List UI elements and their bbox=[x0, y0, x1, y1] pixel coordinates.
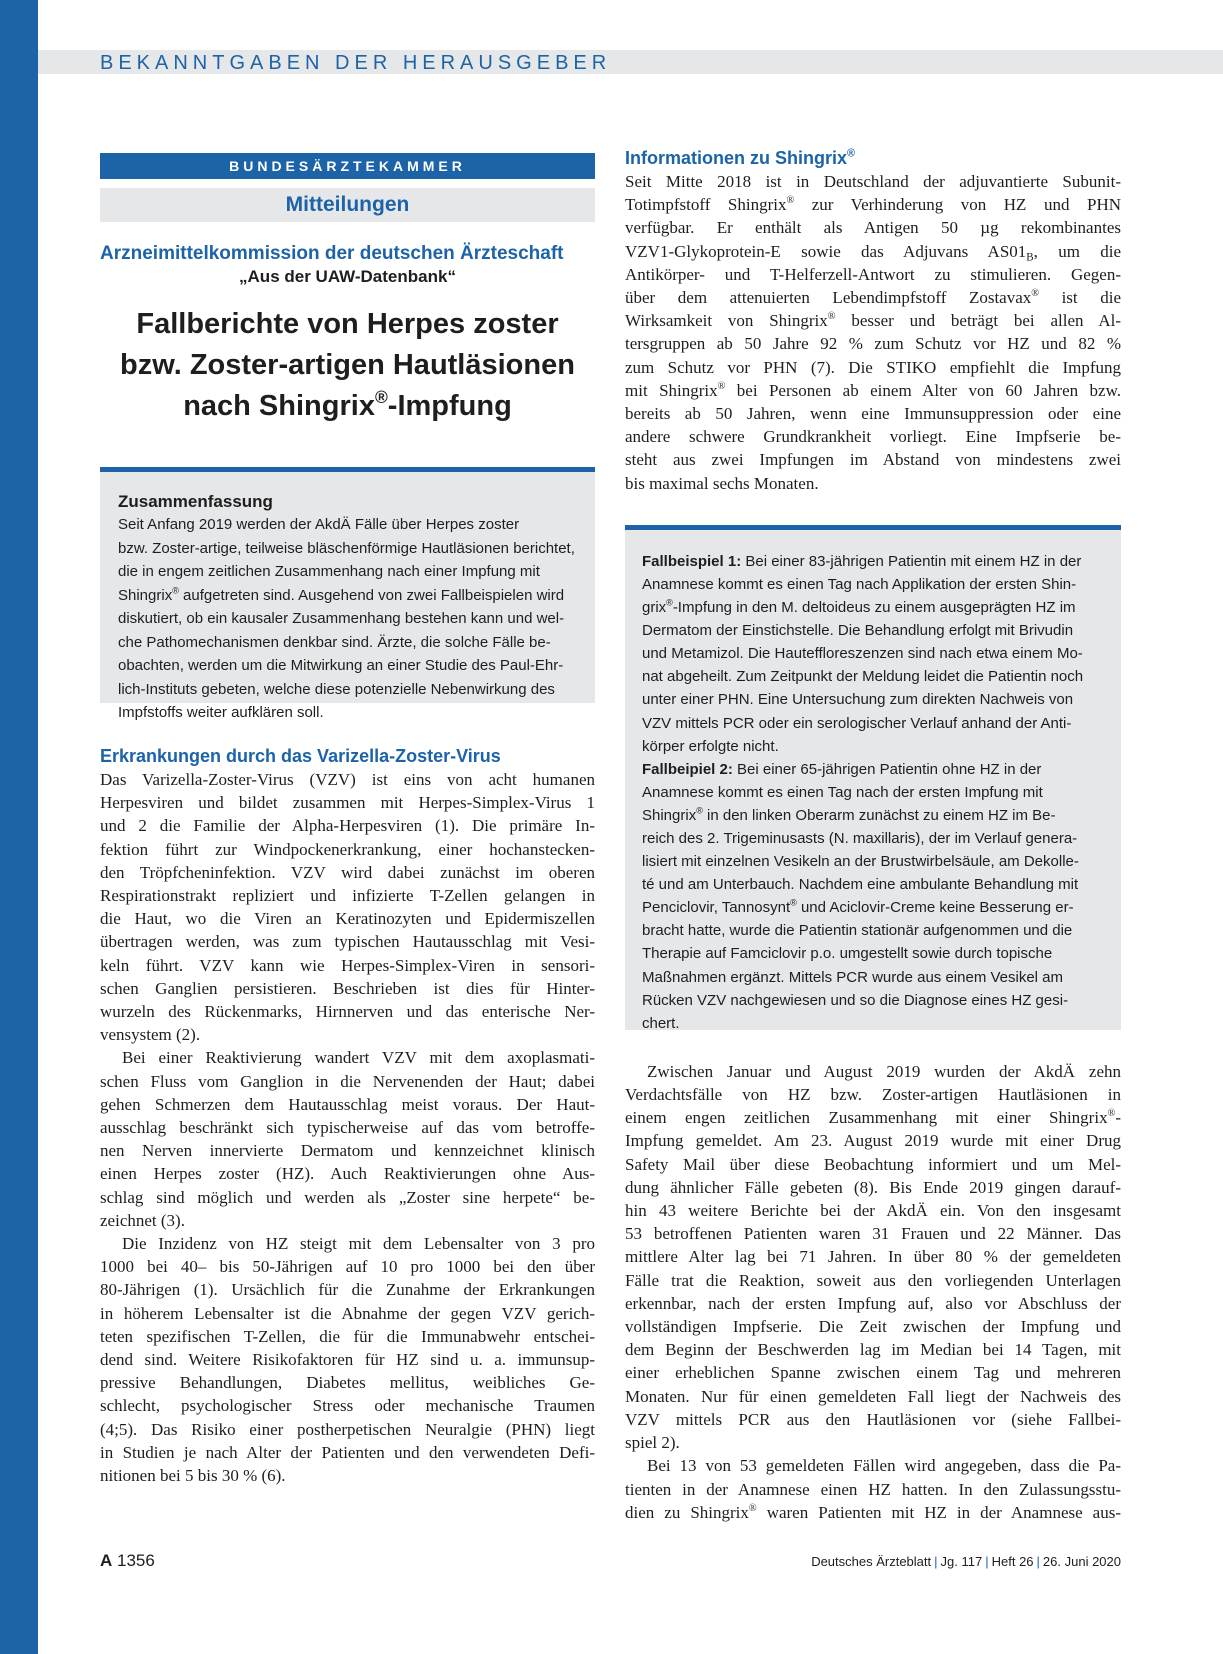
text-line: Das Varizella-Zoster-Virus (VZV) ist eins von acht humanen bbox=[100, 770, 595, 789]
title-line-1: Fallberichte von Herpes zoster bbox=[136, 308, 559, 340]
case-box bbox=[625, 525, 1121, 1030]
case-line: Therapie auf Famciclovir p.o. umgestellt sowie durch topische bbox=[642, 945, 1053, 963]
text-line: pressive Behandlungen, Diabetes mellitus, weibliches Ge- bbox=[100, 1373, 595, 1393]
text-line: in höherem Lebensalter ist die Abnahme der gegen VZV gerich- bbox=[100, 1303, 595, 1323]
text-line: dien zu Shingrix® waren Patienten mit HZ in der Anamnese aus- bbox=[625, 1502, 1121, 1522]
right-column bbox=[625, 146, 1121, 1524]
summary-line: che Pathomechanismen denkbar sind. Ärzte, die solche Fälle be- bbox=[118, 633, 551, 651]
case-line: lisiert mit einzelnen Vesikeln an der Brustwirbelsäule, am Dekolle- bbox=[642, 853, 1079, 871]
text-line: Fälle trat die Reaktion, soweit aus den vorliegenden Unterlagen bbox=[625, 1270, 1121, 1290]
page-number: A 1356 bbox=[100, 1551, 155, 1570]
journal-citation: Deutsches Ärzteblatt | Jg. 117 | Heft 26 | 26. Juni 2020 bbox=[811, 1554, 1121, 1569]
text-line: einen Herpes zoster (HZ). Auch Reaktivierungen ohne Aus- bbox=[100, 1164, 595, 1184]
case-line: und Metamizol. Die Hauteffloreszenzen sind nach etwa einem Mo- bbox=[642, 645, 1083, 663]
case-line: grix®-Impfung in den M. deltoideus zu einem ausgeprägten HZ im bbox=[642, 597, 1076, 617]
section-banner: BUNDESÄRZTEKAMMER bbox=[100, 153, 595, 179]
summary-line: Shingrix® aufgetreten sind. Ausgehend von zwei Fallbeispielen wird bbox=[118, 585, 565, 604]
paragraph-vzv-1 bbox=[100, 768, 595, 1046]
text-line: wurzeln des Rückenmarks, Hirnnerven und das enterische Ner- bbox=[100, 1002, 595, 1022]
summary-line: bzw. Zoster-artige, teilweise bläschenförmige Hautläsionen berichtet, bbox=[118, 539, 575, 557]
text-line: vensystem (2). bbox=[100, 1025, 201, 1045]
article-kicker: „Aus der UAW-Datenbank“ bbox=[239, 267, 456, 286]
text-line: schen Fluss vom Ganglion in die Nervenenden der Haut; dabei bbox=[100, 1071, 595, 1091]
section-header: BEKANNTGABEN DER HERAUSGEBER bbox=[100, 52, 612, 74]
section-heading-shingrix: Informationen zu Shingrix® bbox=[625, 147, 855, 168]
text-line: tienten in der Anamnese einen HZ hatten. In den Zulassungsstu- bbox=[625, 1479, 1121, 1499]
summary-line: Impfstoffs weiter aufklären soll. bbox=[118, 704, 324, 721]
case-line: Fallbeipiel 2: Bei einer 65-jährigen Patientin ohne HZ in der bbox=[642, 760, 1042, 778]
text-line: gehen Schmerzen dem Hautausschlag meist voraus. Der Haut- bbox=[100, 1094, 595, 1114]
text-line: mit Shingrix® bei Personen ab einem Alter von 60 Jahren bzw. bbox=[625, 380, 1121, 400]
text-line: Impfung gemeldet. Am 23. August 2019 wurde mit einer Drug bbox=[625, 1131, 1121, 1151]
text-line: Verdachtsfälle von HZ bzw. Zoster-artigen Hautläsionen in bbox=[625, 1085, 1121, 1105]
text-line: Die Inzidenz von HZ steigt mit dem Lebensalter von 3 pro bbox=[122, 1234, 595, 1254]
case-line: Shingrix® in den linken Oberarm zunächst zu einem HZ im Be- bbox=[642, 805, 1056, 824]
text-line: erkennbar, nach der ersten Impfung auf, also vor Abschluss der bbox=[625, 1293, 1121, 1313]
paragraph-reports-2 bbox=[625, 1454, 1121, 1524]
text-line: schlag sind möglich und werden als „Zoster sine herpete“ be- bbox=[100, 1187, 595, 1207]
text-line: keln führt. VZV kann wie Herpes-Simplex-Viren in sensori- bbox=[100, 955, 595, 975]
text-line: zum Schutz vor PHN (7). Die STIKO empfiehlt die Impfung bbox=[625, 357, 1121, 377]
left-color-bar bbox=[0, 0, 38, 1654]
sub-banner: Mitteilungen bbox=[100, 188, 595, 222]
text-line: vollständigen Impfserie. Die Zeit zwischen der Impfung und bbox=[625, 1317, 1121, 1337]
summary-line: Seit Anfang 2019 werden der AkdÄ Fälle über Herpes zoster bbox=[118, 516, 520, 533]
text-line: VZV mittels PCR aus den Hautläsionen vor (siehe Fallbei- bbox=[625, 1409, 1121, 1429]
text-line: nen Nerven innervierte Dermatom und kennzeichnet klinisch bbox=[100, 1141, 595, 1161]
text-line: Zwischen Januar und August 2019 wurden der AkdÄ zehn bbox=[647, 1061, 1121, 1081]
article-title bbox=[100, 304, 595, 427]
paragraph-reports-1 bbox=[625, 1060, 1121, 1454]
text-line: über dem attenuierten Lebendimpfstoff Zostavax® ist die bbox=[625, 287, 1121, 308]
case-line: Fallbeispiel 1: Bei einer 83-jährigen Patientin mit einem HZ in der bbox=[642, 552, 1082, 570]
text-line: VZV1-Glykoprotein-E sowie das Adjuvans $AS01_B$, um die bbox=[625, 241, 1121, 263]
text-line: (4;5). Das Risiko einer postherpetischen Neuralgie (PHN) liegt bbox=[100, 1419, 595, 1439]
journal-issue: Heft 26 bbox=[991, 1554, 1034, 1569]
text-line: 53 betroffenen Patienten waren 31 Frauen und 22 Männer. Das bbox=[625, 1224, 1121, 1244]
case-line: Rücken VZV nachgewiesen und so die Diagnose eines HZ gesi- bbox=[642, 991, 1069, 1009]
case-line: Anamnese kommt es einen Tag nach Applikation der ersten Shin- bbox=[642, 575, 1077, 593]
section-heading-vzv: Erkrankungen durch das Varizella-Zoster-Virus bbox=[100, 746, 501, 766]
text-line: andere schwere Grundkrankheit vorliegt. Eine Impfserie be- bbox=[625, 427, 1121, 447]
text-line: ausschlag beschränkt sich typischerweise auf das vom betroffe- bbox=[100, 1118, 595, 1138]
case-line: nat abgeheilt. Zum Zeitpunkt der Meldung leidet die Patientin noch bbox=[642, 668, 1084, 686]
text-line: übertragen werden, was zum typischen Hautausschlag mit Vesi- bbox=[100, 932, 595, 952]
case-line: té und am Unterbauch. Nachdem eine ambulante Behandlung mit bbox=[642, 876, 1079, 894]
text-line: tersgruppen ab 50 Jahre 92 % zum Schutz vor HZ und 82 % bbox=[625, 334, 1121, 354]
case-line: bracht hatte, wurde die Patientin stationär aufgenommen und die bbox=[642, 922, 1073, 940]
text-line: dend sind. Weitere Risikofaktoren für HZ sind u. a. immunsup- bbox=[100, 1350, 595, 1370]
summary-heading: Zusammenfassung bbox=[118, 492, 273, 511]
journal-name: Deutsches Ärzteblatt bbox=[811, 1554, 932, 1569]
journal-volume: Jg. 117 bbox=[940, 1554, 983, 1569]
case-line: unter einer PHN. Eine Untersuchung zum direkten Nachweis von bbox=[642, 691, 1074, 709]
case-line: Penciclovir, Tannosynt® und Aciclovir-Creme keine Besserung er- bbox=[642, 897, 1074, 917]
text-line: bereits ab 50 Jahren, wenn eine Immunsuppression oder eine bbox=[625, 404, 1121, 424]
text-line: den Tröpfcheninfektion. VZV wird dabei zunächst im oberen bbox=[100, 862, 595, 882]
title-line-3: nach Shingrix®-Impfung bbox=[183, 386, 512, 422]
text-line: und 2 die Familie der Alpha-Herpesviren (1). Die primäre In- bbox=[100, 816, 595, 836]
case-line: körper erfolgte nicht. bbox=[642, 737, 779, 755]
text-line: zeichnet (3). bbox=[100, 1210, 185, 1230]
text-line: spiel 2). bbox=[625, 1433, 680, 1453]
summary-line: obachten, werden um die Mitwirkung an einer Studie des Paul-Ehr- bbox=[118, 657, 564, 674]
text-line: Totimpfstoff Shingrix® zur Verhinderung von HZ und PHN bbox=[625, 195, 1121, 215]
case-line: chert. bbox=[642, 1014, 680, 1032]
text-line: Wirksamkeit von Shingrix® besser und beträgt bei allen Al- bbox=[625, 311, 1121, 331]
text-line: einer erheblichen Spanne zwischen einem Tag und mehreren bbox=[625, 1363, 1121, 1383]
text-line: Antikörper- und T-Helferzell-Antwort zu stimulieren. Gegen- bbox=[625, 264, 1121, 284]
text-line: teten spezifischen T-Zellen, die für die Immunabwehr entschei- bbox=[100, 1326, 595, 1346]
text-line: 1000 bei 40– bis 50-Jährigen auf 10 pro 1000 bei den über bbox=[100, 1257, 595, 1277]
title-line-2: bzw. Zoster-artigen Hautläsionen bbox=[120, 349, 575, 381]
paragraph-vzv-3 bbox=[100, 1232, 595, 1487]
case-line: Dermatom der Einstichstelle. Die Behandlung erfolgt mit Brivudin bbox=[642, 622, 1074, 640]
text-line: Safety Mail über diese Beobachtung informiert und um Mel- bbox=[625, 1154, 1121, 1174]
case-2-label: Fallbeipiel 2: bbox=[642, 760, 733, 778]
summary-line: lich-Instituts gebeten, welche diese potenzielle Nebenwirkung des bbox=[118, 680, 555, 698]
summary-line: diskutiert, ob ein kausaler Zusammenhang bestehen kann und wel- bbox=[118, 610, 565, 627]
text-line: steht aus zwei Impfungen im Abstand von mindestens zwei bbox=[625, 450, 1121, 470]
journal-date: 26. Juni 2020 bbox=[1042, 1554, 1121, 1569]
case-line: reich des 2. Trigeminusasts (N. maxillaris), der im Verlauf genera- bbox=[642, 829, 1078, 847]
paragraph-vzv-2 bbox=[100, 1046, 595, 1232]
summary-box bbox=[100, 467, 595, 721]
text-line: Seit Mitte 2018 ist in Deutschland der adjuvantierte Subunit- bbox=[625, 172, 1121, 191]
text-line: dung ähnlicher Fälle gebeten (8). Bis Ende 2019 gingen darauf- bbox=[625, 1177, 1121, 1197]
paragraph-shingrix bbox=[625, 170, 1121, 495]
text-line: fektion führt zur Windpockenerkrankung, einer hochanstecken- bbox=[100, 839, 595, 859]
case-line: Anamnese kommt es einen Tag nach der ersten Impfung mit bbox=[642, 783, 1043, 801]
case-line: VZV mittels PCR oder ein serologischer Verlauf anhand der Anti- bbox=[642, 714, 1072, 732]
case-1-label: Fallbeispiel 1: bbox=[642, 552, 742, 570]
text-line: hin 43 weitere Berichte bei der AkdÄ ein. Von den insgesamt bbox=[625, 1201, 1121, 1221]
summary-line: die in engem zeitlichen Zusammenhang nach einer Impfung mit bbox=[118, 563, 540, 580]
text-line: 80-Jährigen (1). Ursächlich für die Zunahme der Erkrankungen bbox=[100, 1280, 595, 1300]
text-line: Bei 13 von 53 gemeldeten Fällen wird angegeben, dass die Pa- bbox=[647, 1456, 1121, 1476]
text-line: mittlere Alter lag bei 71 Jahren. In über 80 % der gemeldeten bbox=[625, 1247, 1121, 1267]
text-line: einem engen zeitlichen Zusammenhang mit einer Shingrix®- bbox=[625, 1108, 1121, 1128]
text-line: Respirationstrakt repliziert und infizierte T-Zellen gelangen in bbox=[100, 886, 595, 906]
text-line: die Haut, wo die Viren an Keratinozyten und Epidermiszellen bbox=[100, 909, 595, 929]
case-line: Maßnahmen ergänzt. Mittels PCR wurde aus einem Vesikel am bbox=[642, 968, 1064, 986]
text-line: Herpesviren und bildet zusammen mit Herpes-Simplex-Virus 1 bbox=[100, 793, 595, 813]
text-line: verfügbar. Er enthält als Antigen 50 µg rekombinantes bbox=[625, 218, 1121, 238]
text-line: Monaten. Nur für einen gemeldeten Fall liegt der Nachweis des bbox=[625, 1386, 1121, 1406]
text-line: dem Beginn der Beschwerden lag im Median bei 14 Tagen, mit bbox=[625, 1340, 1121, 1360]
text-line: Bei einer Reaktivierung wandert VZV mit dem axoplasmati- bbox=[122, 1048, 595, 1068]
text-line: nitionen bei 5 bis 30 % (6). bbox=[100, 1466, 286, 1486]
text-line: bis maximal sechs Monaten. bbox=[625, 473, 819, 493]
paragraph-reports-1-rest bbox=[625, 1129, 1121, 1454]
left-column bbox=[100, 153, 595, 1487]
text-line: schen Ganglien persistieren. Beschrieben ist dies für Hinter- bbox=[100, 978, 595, 998]
organization-heading: Arzneimittelkommission der deutschen Ärzteschaft bbox=[100, 243, 564, 264]
text-line: in Studien je nach Alter der Patienten und den verwendeten Defi- bbox=[100, 1442, 595, 1462]
text-line: schlecht, psychologischer Stress oder mechanische Traumen bbox=[100, 1396, 595, 1416]
